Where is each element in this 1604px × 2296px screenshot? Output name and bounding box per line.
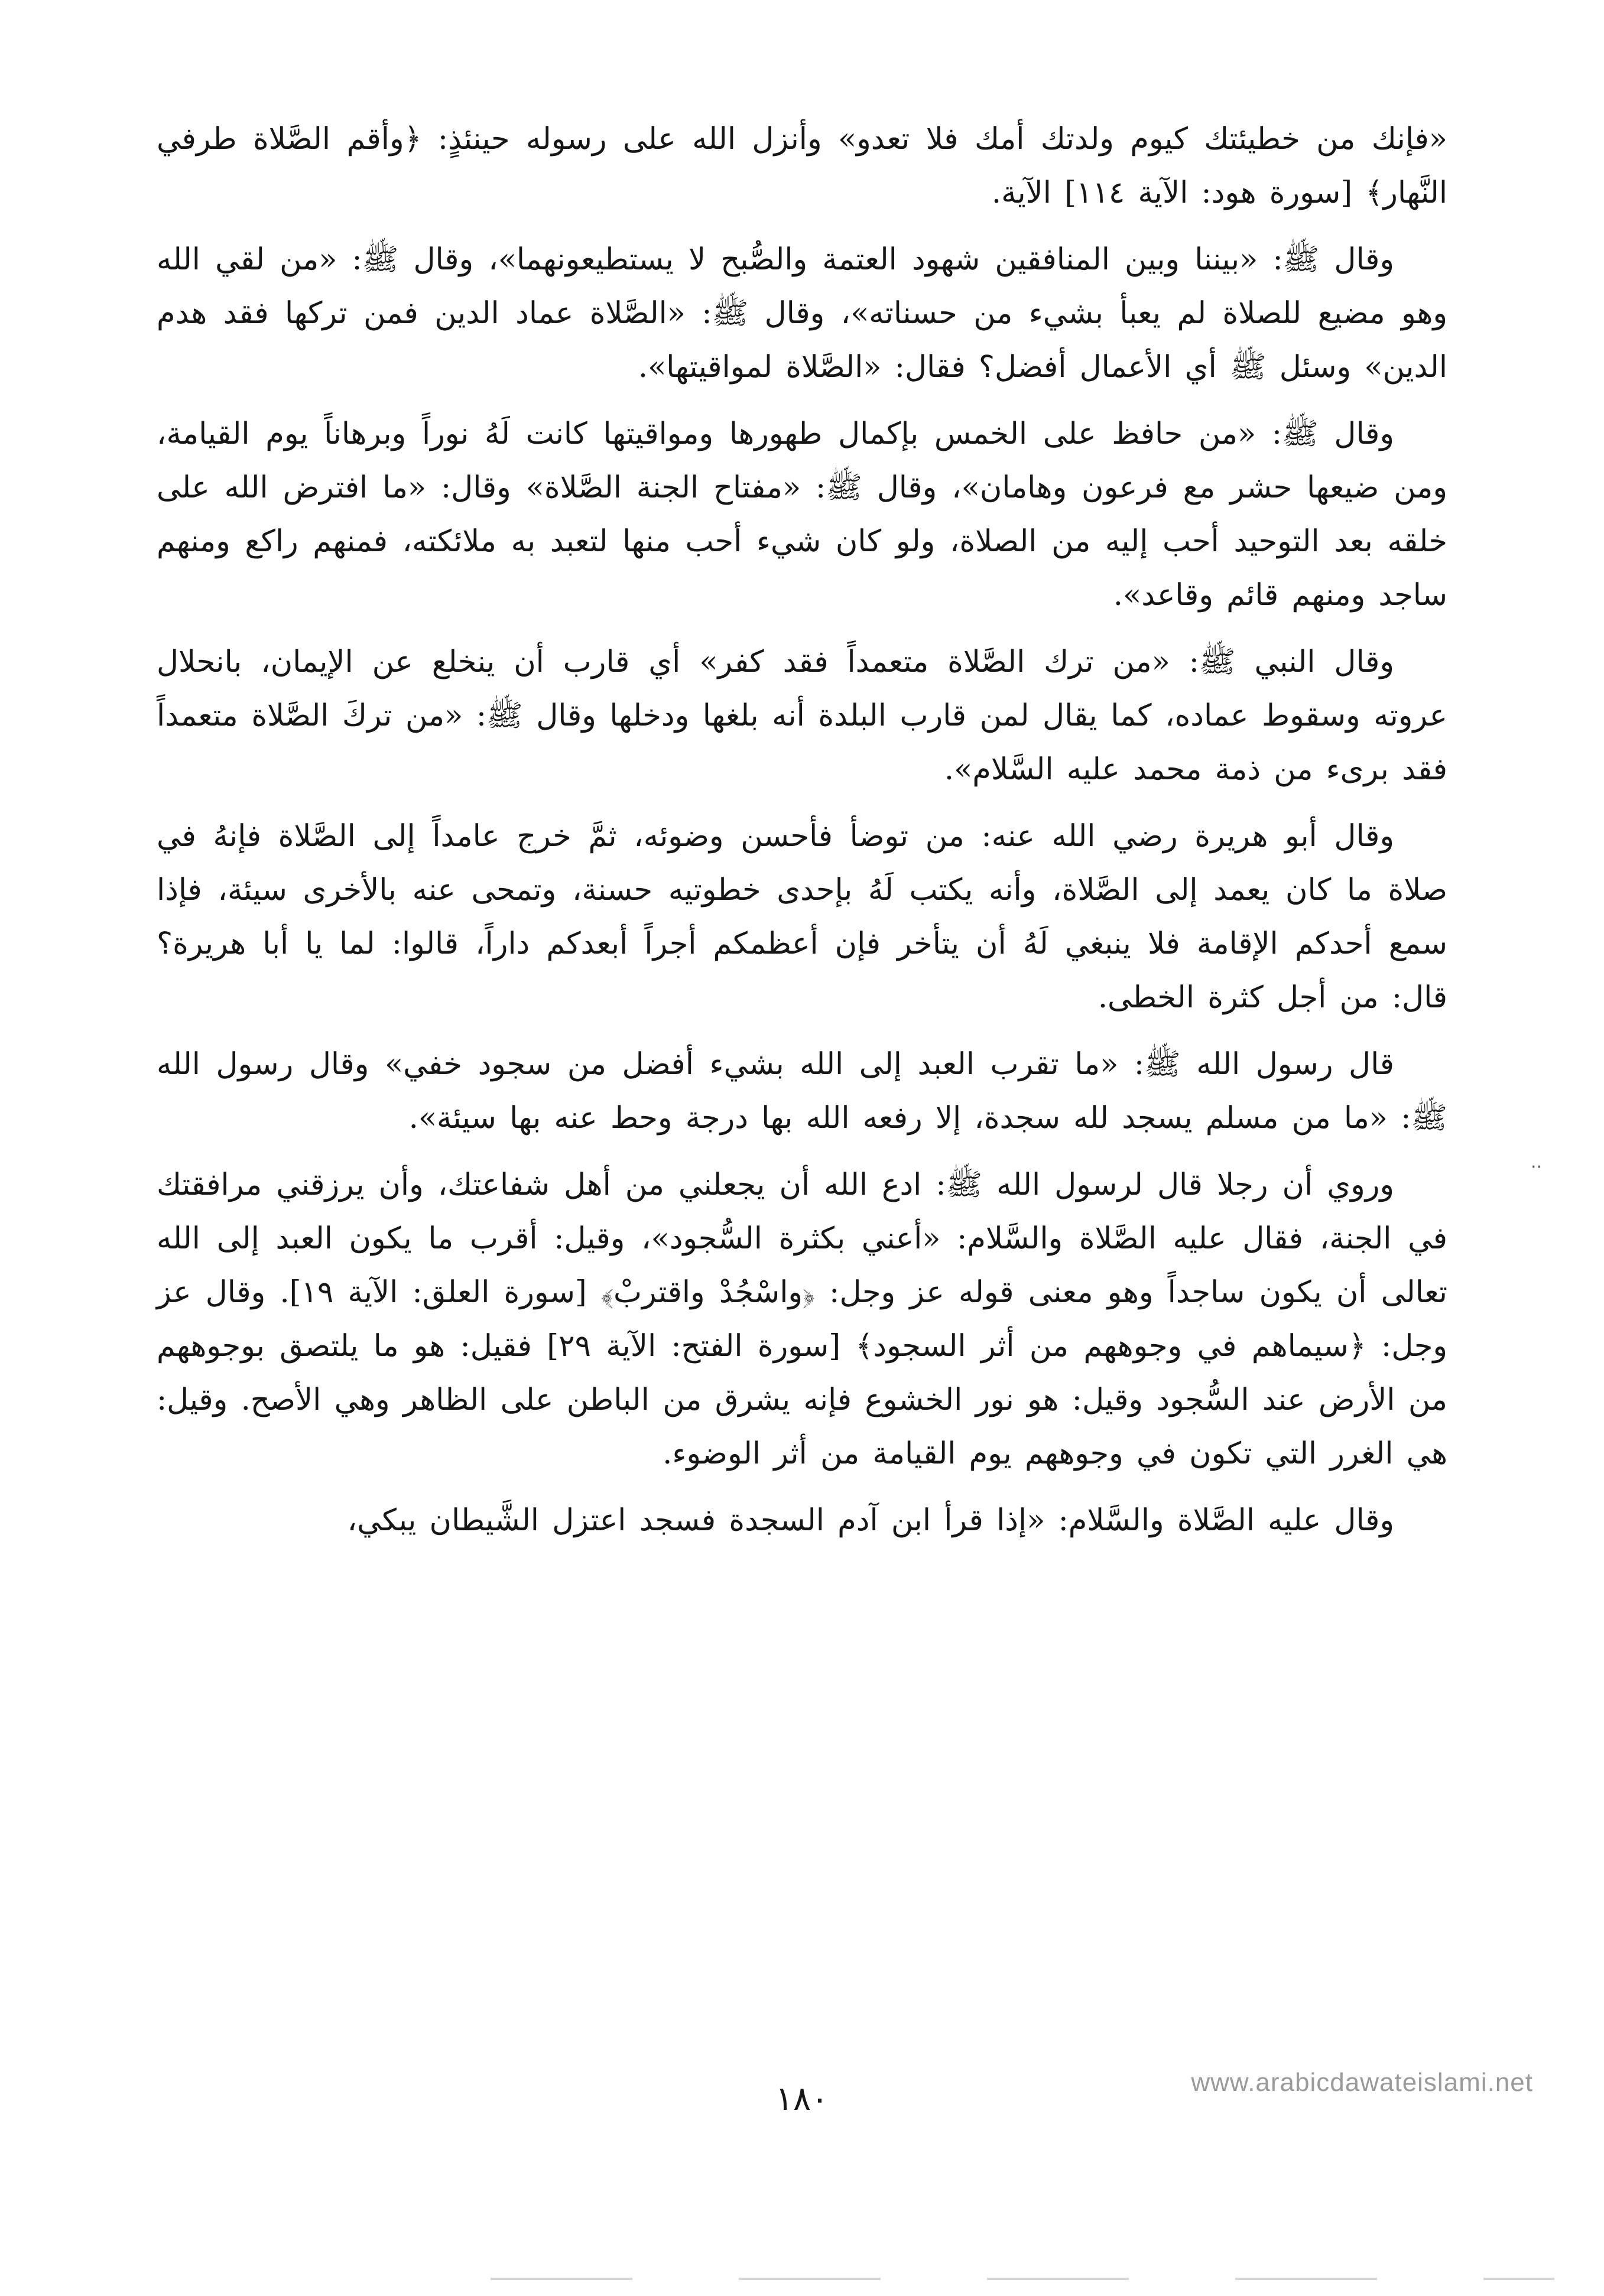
page-number: ١٨٠ (775, 2080, 829, 2118)
paragraph-2: وقال ﷺ: «بيننا وبين المنافقين شهود العتمة والصُّبح لا يستطيعونهما»، وقال ﷺ: «من لقي الله وهو مضيع للصلاة لم يعبأ بشيء من حسناته»، وقال ﷺ: «الصَّلاة عماد الدين فمن تركها فقد هدم الدين» وسئل ﷺ أي الأعمال أفضل؟ فقال: «الصَّلاة لمواقيتها». (157, 242, 1447, 385)
paragraph-4: وقال النبي ﷺ: «من ترك الصَّلاة متعمداً فقد كفر» أي قارب أن ينخلع عن الإيمان، بانحلال عروته وسقوط عماده، كما يقال لمن قارب البلدة أنه بلغها ودخلها وقال ﷺ: «من تركَ الصَّلاة متعمداً فقد برىء من ذمة محمد عليه السَّلام». (157, 645, 1447, 787)
scan-edge-line (491, 2278, 1554, 2280)
paragraph-5: وقال أبو هريرة رضي الله عنه: من توضأ فأحسن وضوئه، ثمَّ خرج عامداً إلى الصَّلاة فإنهُ في صلاة ما كان يعمد إلى الصَّلاة، وأنه يكتب لَهُ بإحدى خطوتيه حسنة، وتمحى عنه بالأخرى سيئة، فإذا سمع أحدكم الإقامة فلا ينبغي لَهُ أن يتأخر فإن أعظمكم أجراً أبعدكم داراً، قالوا: لما يا أبا هريرة؟ قال: من أجل كثرة الخطى. (157, 819, 1447, 1015)
paragraph-7: وروي أن رجلا قال لرسول الله ﷺ: ادع الله أن يجعلني من أهل شفاعتك، وأن يرزقني مرافقتك في الجنة، فقال عليه الصَّلاة والسَّلام: «أعني بكثرة السُّجود»، وقيل: أقرب ما يكون العبد إلى الله تعالى أن يكون ساجداً وهو معنى قوله عز وجل: ﴿واسْجُدْ واقتربْ﴾ [سورة العلق: الآية ١٩]. وقال عز وجل: ﴿سيماهم في وجوههم من أثر السجود﴾ [سورة الفتح: الآية ٢٩] فقيل: هو ما يلتصق بوجوههم من الأرض عند السُّجود وقيل: هو نور الخشوع فإنه يشرق من الباطن على الظاهر وهي الأصح. وقيل: هي الغرر التي تكون في وجوههم يوم القيامة من أثر الوضوء. (157, 1167, 1447, 1471)
margin-mark: ·· (1531, 1157, 1543, 1178)
paragraph-3: وقال ﷺ: «من حافظ على الخمس بإكمال طهورها ومواقيتها كانت لَهُ نوراً وبرهاناً يوم القيامة، ومن ضيعها حشر مع فرعون وهامان»، وقال ﷺ: «مفتاح الجنة الصَّلاة» وقال: «ما افترض الله على خلقه بعد التوحيد أحب إليه من الصلاة، ولو كان شيء أحب منها لتعبد به ملائكته، فمنهم راكع ومنهم ساجد ومنهم قائم وقاعد». (157, 417, 1447, 613)
paragraph-8: وقال عليه الصَّلاة والسَّلام: «إذا قرأ ابن آدم السجدة فسجد اعتزل الشَّيطان يبكي، (347, 1503, 1394, 1538)
paragraph-1: «فإنك من خطيئتك كيوم ولدتك أمك فلا تعدو» وأنزل الله على رسوله حينئذٍ: ﴿وأقم الصَّلاة طرفي النَّهار﴾ [سورة هود: الآية ١١٤] الآية. (157, 122, 1447, 210)
paragraph-6: قال رسول الله ﷺ: «ما تقرب العبد إلى الله بشيء أفضل من سجود خفي» وقال رسول الله ﷺ: «ما من مسلم يسجد لله سجدة، إلا رفعه الله بها درجة وحط عنه بها سيئة». (157, 1047, 1447, 1136)
watermark: www.arabicdawateislami.net (1191, 2068, 1533, 2097)
body-text (157, 112, 1447, 1560)
